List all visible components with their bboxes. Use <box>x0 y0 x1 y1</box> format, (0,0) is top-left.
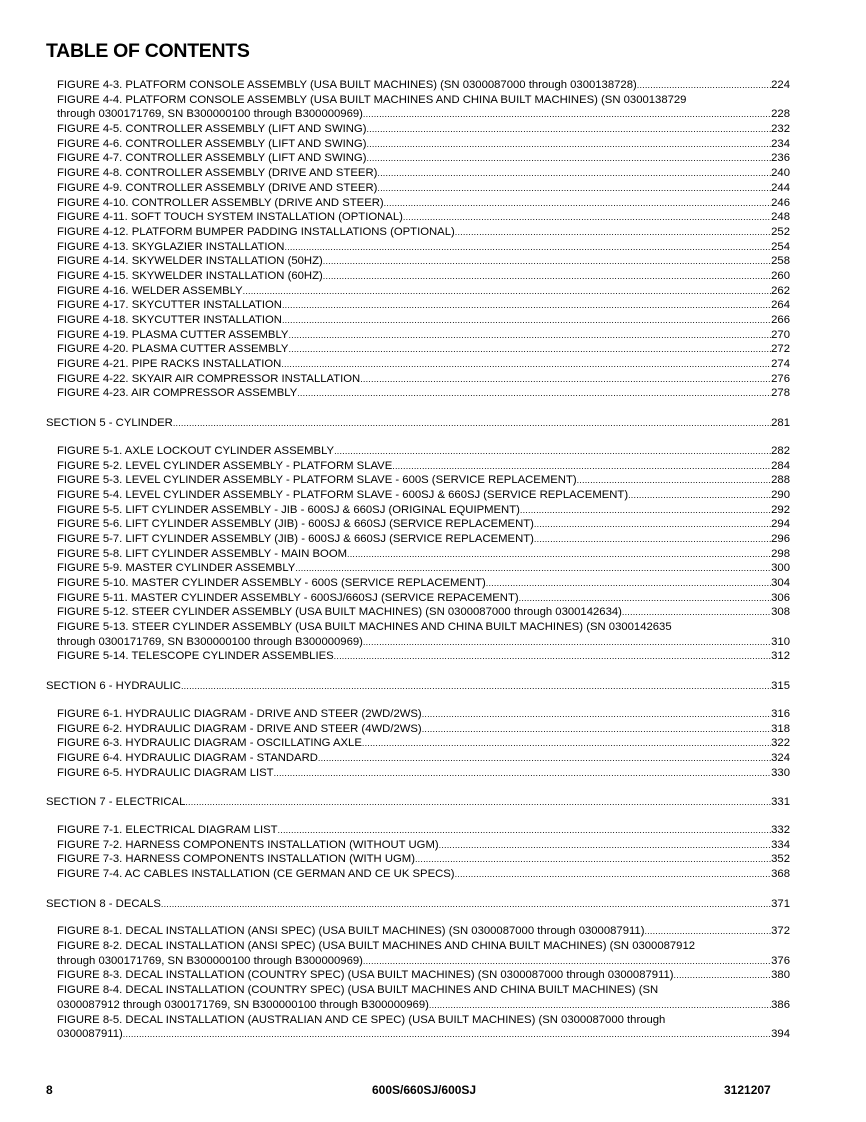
dot-leader <box>281 357 771 372</box>
toc-figure-entry[interactable] <box>46 269 790 284</box>
toc-figure-entry[interactable] <box>46 968 790 983</box>
toc-page-number: 260 <box>771 269 790 282</box>
toc-figure-entry[interactable] <box>46 196 790 211</box>
dot-leader <box>366 122 771 137</box>
toc-figure-entry[interactable] <box>46 736 790 751</box>
dot-leader <box>637 78 771 93</box>
toc-figure-entry[interactable] <box>46 284 790 299</box>
toc-figure-entry[interactable] <box>46 181 790 196</box>
toc-entry-text: SECTION 7 - ELECTRICAL <box>46 796 186 809</box>
toc-entry-text: FIGURE 8-5. DECAL INSTALLATION (AUSTRALIAN AND CE SPEC) (USA BUILT MACHINES) (SN 0300087000 through <box>57 1013 666 1026</box>
dot-leader <box>288 342 771 357</box>
toc-entry-text: SECTION 6 - HYDRAULIC <box>46 680 181 693</box>
dot-leader <box>362 736 771 751</box>
dot-leader <box>674 968 772 983</box>
dot-leader <box>384 196 771 211</box>
toc-section-entry[interactable] <box>46 795 790 810</box>
toc-figure-entry[interactable] <box>46 1013 790 1042</box>
dot-leader <box>403 210 771 225</box>
toc-entry-text: FIGURE 5-9. MASTER CYLINDER ASSEMBLY <box>57 562 296 575</box>
toc-page-number: 394 <box>771 1028 790 1041</box>
toc-entry-text: FIGURE 8-4. DECAL INSTALLATION (COUNTRY SPEC) (USA BUILT MACHINES AND CHINA BUILT MACHINES) (SN <box>57 984 659 997</box>
toc-entry-text: FIGURE 4-13. SKYGLAZIER INSTALLATION <box>57 240 285 253</box>
dot-leader <box>366 137 771 152</box>
toc-entry-text: FIGURE 4-12. PLATFORM BUMPER PADDING INSTALLATIONS (OPTIONAL) <box>57 225 455 238</box>
toc-figure-entry[interactable] <box>46 983 790 1012</box>
dot-leader <box>363 635 771 650</box>
toc-entry-text: FIGURE 5-4. LEVEL CYLINDER ASSEMBLY - PLATFORM SLAVE - 600SJ & 660SJ (SERVICE REPLACEMENT) <box>57 488 629 501</box>
toc-entry-text: FIGURE 8-2. DECAL INSTALLATION (ANSI SPEC) (USA BUILT MACHINES AND CHINA BUILT MACHINES) (SN 0300087912 <box>57 940 696 953</box>
toc-entry-text: FIGURE 6-5. HYDRAULIC DIAGRAM LIST <box>57 766 274 779</box>
toc-entry-text: FIGURE 4-21. PIPE RACKS INSTALLATION <box>57 358 282 371</box>
toc-figure-entry[interactable] <box>46 591 790 606</box>
toc-figure-entry[interactable] <box>46 313 790 328</box>
toc-page-number: 292 <box>771 503 790 516</box>
toc-page-number: 248 <box>771 211 790 224</box>
toc-figure-entry[interactable] <box>46 605 790 620</box>
toc-page-number: 304 <box>771 577 790 589</box>
toc-entry-text: FIGURE 6-2. HYDRAULIC DIAGRAM - DRIVE AND STEER (4WD/2WS) <box>57 722 422 735</box>
toc-entry-text: FIGURE 4-10. CONTROLLER ASSEMBLY (DRIVE AND STEER) <box>57 196 384 209</box>
toc-page-number: 371 <box>771 897 790 910</box>
toc-figure-entry[interactable] <box>46 357 790 372</box>
toc-entry-text: SECTION 8 - DECALS <box>46 897 161 910</box>
toc-figure-entry[interactable] <box>46 766 790 781</box>
toc-entry-text: FIGURE 7-3. HARNESS COMPONENTS INSTALLATION (WITH UGM) <box>57 853 415 866</box>
toc-entry-text: FIGURE 5-6. LIFT CYLINDER ASSEMBLY (JIB) - 600SJ & 660SJ (SERVICE REPLACEMENT) <box>57 518 534 531</box>
toc-figure-entry[interactable] <box>46 561 790 576</box>
toc-page-number: 270 <box>771 328 790 341</box>
toc-figure-entry[interactable] <box>46 823 790 838</box>
toc-figure-entry[interactable] <box>46 707 790 722</box>
dot-leader <box>323 269 771 284</box>
toc-figure-entry[interactable] <box>46 722 790 737</box>
toc-page-number: 262 <box>771 284 790 297</box>
toc-page-number: 228 <box>771 108 790 121</box>
toc-page-number: 316 <box>771 707 790 720</box>
toc-entry-text: FIGURE 5-1. AXLE LOCKOUT CYLINDER ASSEMBLY <box>57 444 335 457</box>
toc-entry-text: FIGURE 4-4. PLATFORM CONSOLE ASSEMBLY (USA BUILT MACHINES AND CHINA BUILT MACHINES) (SN 0300138729 <box>57 93 687 106</box>
dot-leader <box>274 766 772 781</box>
dot-leader <box>377 166 771 181</box>
dot-leader <box>534 532 771 547</box>
dot-leader <box>534 517 771 532</box>
toc-page-number: 252 <box>771 225 790 238</box>
toc-entry-text: FIGURE 6-4. HYDRAULIC DIAGRAM - STANDARD <box>57 751 318 764</box>
dot-leader <box>161 897 771 912</box>
toc-entry-text: FIGURE 6-3. HYDRAULIC DIAGRAM - OSCILLATING AXLE <box>57 737 362 750</box>
dot-leader <box>455 225 771 240</box>
toc-page-number: 284 <box>771 459 790 472</box>
dot-leader <box>439 838 772 853</box>
toc-entry-text: FIGURE 4-18. SKYCUTTER INSTALLATION <box>57 314 282 326</box>
toc-figure-entry[interactable] <box>46 517 790 532</box>
toc-figure-entry[interactable] <box>46 137 790 152</box>
dot-leader <box>243 284 772 299</box>
dot-leader <box>392 459 771 474</box>
toc-figure-entry[interactable] <box>46 867 790 882</box>
dot-leader <box>429 998 771 1013</box>
toc-entry-text: through 0300171769, SN B300000100 through B300000969) <box>57 108 363 121</box>
toc-figure-entry[interactable] <box>46 532 790 547</box>
toc-entry-text: FIGURE 4-9. CONTROLLER ASSEMBLY (DRIVE AND STEER) <box>57 181 378 194</box>
toc-figure-entry[interactable] <box>46 503 790 518</box>
toc-figure-entry[interactable] <box>46 649 790 664</box>
dot-leader <box>363 107 771 122</box>
dot-leader <box>377 181 771 196</box>
toc-entry-text: FIGURE 4-22. SKYAIR AIR COMPRESSOR INSTALLATION <box>57 372 361 385</box>
toc-figure-entry[interactable] <box>46 240 790 255</box>
toc-figure-entry[interactable] <box>46 547 790 562</box>
toc-entry-text: FIGURE 5-8. LIFT CYLINDER ASSEMBLY - MAIN BOOM <box>57 547 348 560</box>
toc-page-number: 315 <box>771 680 790 693</box>
toc-page-number: 281 <box>771 417 790 430</box>
toc-page-number: 232 <box>771 123 790 136</box>
toc-figure-entry[interactable] <box>46 838 790 853</box>
toc-figure-entry[interactable] <box>46 254 790 269</box>
toc-page-number: 290 <box>771 488 790 501</box>
toc-page-number: 264 <box>771 299 790 312</box>
toc-figure-entry[interactable] <box>46 78 790 93</box>
toc-figure-entry[interactable] <box>46 210 790 225</box>
toc-page-number: 376 <box>771 954 790 967</box>
toc-entry-text: FIGURE 4-6. CONTROLLER ASSEMBLY (LIFT AND SWING) <box>57 137 367 150</box>
toc-page-number: 308 <box>771 606 790 619</box>
dot-leader <box>486 576 771 591</box>
toc-entry-text: FIGURE 7-4. AC CABLES INSTALLATION (CE GERMAN AND CE UK SPECS) <box>57 868 455 880</box>
toc-entry-text: FIGURE 5-7. LIFT CYLINDER ASSEMBLY (JIB) - 600SJ & 660SJ (SERVICE REPLACEMENT) <box>57 532 534 545</box>
toc-entry-text: FIGURE 5-13. STEER CYLINDER ASSEMBLY (USA BUILT MACHINES AND CHINA BUILT MACHINES) (SN 0300142635 <box>57 621 672 634</box>
toc-page-number: 258 <box>771 255 790 268</box>
toc-figure-entry[interactable] <box>46 93 790 122</box>
toc-entry-text: FIGURE 4-17. SKYCUTTER INSTALLATION <box>57 299 282 312</box>
toc-entry-text: FIGURE 8-3. DECAL INSTALLATION (COUNTRY SPEC) (USA BUILT MACHINES) (SN 0300087000 through 0300087911) <box>57 969 674 982</box>
toc-page-number: 274 <box>771 358 790 371</box>
toc-page-number: 386 <box>771 998 790 1011</box>
dot-leader <box>415 852 771 867</box>
toc-entry-text: FIGURE 4-5. CONTROLLER ASSEMBLY (LIFT AND SWING) <box>57 123 367 136</box>
toc-section-entry[interactable] <box>46 679 790 694</box>
toc-page-number: 300 <box>771 562 790 575</box>
toc-entry-text: FIGURE 4-16. WELDER ASSEMBLY <box>57 284 243 297</box>
dot-leader <box>173 416 771 431</box>
toc-page-number: 332 <box>771 823 790 836</box>
dot-leader <box>628 488 771 503</box>
toc-entry-text: FIGURE 5-12. STEER CYLINDER ASSEMBLY (USA BUILT MACHINES) (SN 0300087000 through 0300142634) <box>57 606 622 619</box>
toc-page-number: 380 <box>771 969 790 982</box>
toc-entry-text: FIGURE 5-2. LEVEL CYLINDER ASSEMBLY - PLATFORM SLAVE <box>57 459 393 472</box>
toc-entry-text: FIGURE 8-1. DECAL INSTALLATION (ANSI SPEC) (USA BUILT MACHINES) (SN 0300087000 through 0300087911) <box>57 925 645 938</box>
toc-page-number: 331 <box>771 796 790 809</box>
dot-leader <box>455 867 772 882</box>
dot-leader <box>360 372 771 387</box>
toc-page-number: 334 <box>771 838 790 851</box>
dot-leader <box>366 151 771 166</box>
dot-leader <box>347 547 771 562</box>
dot-leader <box>297 386 771 401</box>
dot-leader <box>282 298 771 313</box>
page-title: TABLE OF CONTENTS <box>46 40 250 62</box>
toc-figure-entry[interactable] <box>46 939 790 968</box>
dot-leader <box>288 328 771 343</box>
toc-page-number: 330 <box>771 766 790 779</box>
toc-page-number: 312 <box>771 650 790 663</box>
toc-figure-entry[interactable] <box>46 473 790 488</box>
toc-page-number: 224 <box>771 79 790 91</box>
dot-leader <box>185 795 771 810</box>
toc-page-number: 272 <box>771 343 790 356</box>
dot-leader <box>363 954 771 969</box>
toc-page-number: 296 <box>771 532 790 545</box>
toc-figure-entry[interactable] <box>46 122 790 137</box>
toc-page-number: 278 <box>771 387 790 400</box>
toc-page-number: 288 <box>771 474 790 487</box>
toc-entry-text: FIGURE 5-14. TELESCOPE CYLINDER ASSEMBLIES <box>57 650 334 663</box>
toc-figure-entry[interactable] <box>46 576 790 591</box>
toc-page-number: 352 <box>771 853 790 866</box>
toc-figure-entry[interactable] <box>46 488 790 503</box>
toc-figure-entry[interactable] <box>46 459 790 474</box>
toc-entry-text: FIGURE 4-3. PLATFORM CONSOLE ASSEMBLY (USA BUILT MACHINES) (SN 0300087000 through 0300138728) <box>57 79 637 91</box>
toc-page-number: 324 <box>771 751 790 764</box>
toc-page-number: 266 <box>771 314 790 326</box>
toc-figure-entry[interactable] <box>46 342 790 357</box>
toc-entry-text: FIGURE 4-20. PLASMA CUTTER ASSEMBLY <box>57 343 289 356</box>
toc-entry-text: FIGURE 4-11. SOFT TOUCH SYSTEM INSTALLATION (OPTIONAL) <box>57 211 403 224</box>
toc-page-number: 246 <box>771 196 790 209</box>
toc-figure-entry[interactable] <box>46 444 790 459</box>
toc-figure-entry[interactable] <box>46 751 790 766</box>
toc-entry-text: FIGURE 5-10. MASTER CYLINDER ASSEMBLY - 600S (SERVICE REPLACEMENT) <box>57 577 486 589</box>
toc-page-number: 294 <box>771 518 790 531</box>
dot-leader <box>318 751 771 766</box>
table-of-contents <box>46 78 790 1042</box>
toc-figure-entry[interactable] <box>46 225 790 240</box>
toc-page-number: 372 <box>771 925 790 938</box>
toc-figure-entry[interactable] <box>46 328 790 343</box>
toc-entry-text: FIGURE 4-8. CONTROLLER ASSEMBLY (DRIVE AND STEER) <box>57 167 378 180</box>
toc-entry-text: FIGURE 4-23. AIR COMPRESSOR ASSEMBLY <box>57 387 298 400</box>
toc-figure-entry[interactable] <box>46 852 790 867</box>
toc-entry-text: SECTION 5 - CYLINDER <box>46 417 173 430</box>
dot-leader <box>284 240 771 255</box>
dot-leader <box>644 924 771 939</box>
toc-page-number: 306 <box>771 591 790 604</box>
toc-page-number: 322 <box>771 737 790 750</box>
dot-leader <box>422 722 771 737</box>
toc-section-entry[interactable] <box>46 416 790 431</box>
toc-entry-text: FIGURE 4-7. CONTROLLER ASSEMBLY (LIFT AND SWING) <box>57 152 367 165</box>
toc-figure-entry[interactable] <box>46 372 790 387</box>
dot-leader <box>422 707 771 722</box>
toc-page-number: 318 <box>771 722 790 735</box>
toc-entry-text: FIGURE 4-14. SKYWELDER INSTALLATION (50HZ) <box>57 255 323 268</box>
toc-figure-entry[interactable] <box>46 924 790 939</box>
toc-page-number: 310 <box>771 635 790 648</box>
toc-entry-text: FIGURE 4-15. SKYWELDER INSTALLATION (60HZ) <box>57 269 323 282</box>
toc-section-entry[interactable] <box>46 897 790 912</box>
dot-leader <box>282 313 771 328</box>
toc-entry-text: FIGURE 7-1. ELECTRICAL DIAGRAM LIST <box>57 823 278 836</box>
dot-leader <box>622 605 771 620</box>
toc-page-number: 240 <box>771 167 790 180</box>
toc-entry-text: 0300087912 through 0300171769, SN B300000100 through B300000969) <box>57 998 429 1011</box>
toc-page-number: 236 <box>771 152 790 165</box>
dot-leader <box>334 649 771 664</box>
toc-figure-entry[interactable] <box>46 386 790 401</box>
dot-leader <box>323 254 771 269</box>
toc-page-number: 368 <box>771 868 790 880</box>
toc-page-number: 298 <box>771 547 790 560</box>
dot-leader <box>181 679 771 694</box>
toc-entry-text: FIGURE 5-11. MASTER CYLINDER ASSEMBLY - 600SJ/660SJ (SERVICE REPACEMENT) <box>57 591 519 604</box>
footer-model: 600S/660SJ/600SJ <box>372 1083 477 1097</box>
toc-page-number: 234 <box>771 137 790 150</box>
toc-page-number: 254 <box>771 240 790 253</box>
toc-entry-text: FIGURE 6-1. HYDRAULIC DIAGRAM - DRIVE AND STEER (2WD/2WS) <box>57 707 422 720</box>
dot-leader <box>278 823 772 838</box>
toc-figure-entry[interactable] <box>46 620 790 649</box>
dot-leader <box>519 591 772 606</box>
toc-page-number: 276 <box>771 372 790 385</box>
toc-page-number: 244 <box>771 181 790 194</box>
footer-doc-number: 3121207 <box>724 1083 771 1097</box>
toc-entry-text: through 0300171769, SN B300000100 through B300000969) <box>57 954 363 967</box>
toc-figure-entry[interactable] <box>46 151 790 166</box>
footer-page-number: 8 <box>46 1083 53 1097</box>
dot-leader <box>520 503 771 518</box>
toc-entry-text: through 0300171769, SN B300000100 through B300000969) <box>57 635 363 648</box>
dot-leader <box>295 561 771 576</box>
toc-page-number: 282 <box>771 444 790 457</box>
dot-leader <box>577 473 772 488</box>
dot-leader <box>123 1027 771 1042</box>
toc-figure-entry[interactable] <box>46 166 790 181</box>
toc-entry-text: FIGURE 5-3. LEVEL CYLINDER ASSEMBLY - PLATFORM SLAVE - 600S (SERVICE REPLACEMENT) <box>57 474 577 487</box>
dot-leader <box>334 444 771 459</box>
toc-entry-text: FIGURE 5-5. LIFT CYLINDER ASSEMBLY - JIB - 600SJ & 660SJ (ORIGINAL EQUIPMENT) <box>57 503 520 516</box>
toc-figure-entry[interactable] <box>46 298 790 313</box>
toc-entry-text: 0300087911) <box>57 1028 123 1041</box>
toc-entry-text: FIGURE 4-19. PLASMA CUTTER ASSEMBLY <box>57 328 289 341</box>
toc-entry-text: FIGURE 7-2. HARNESS COMPONENTS INSTALLATION (WITHOUT UGM) <box>57 838 439 851</box>
